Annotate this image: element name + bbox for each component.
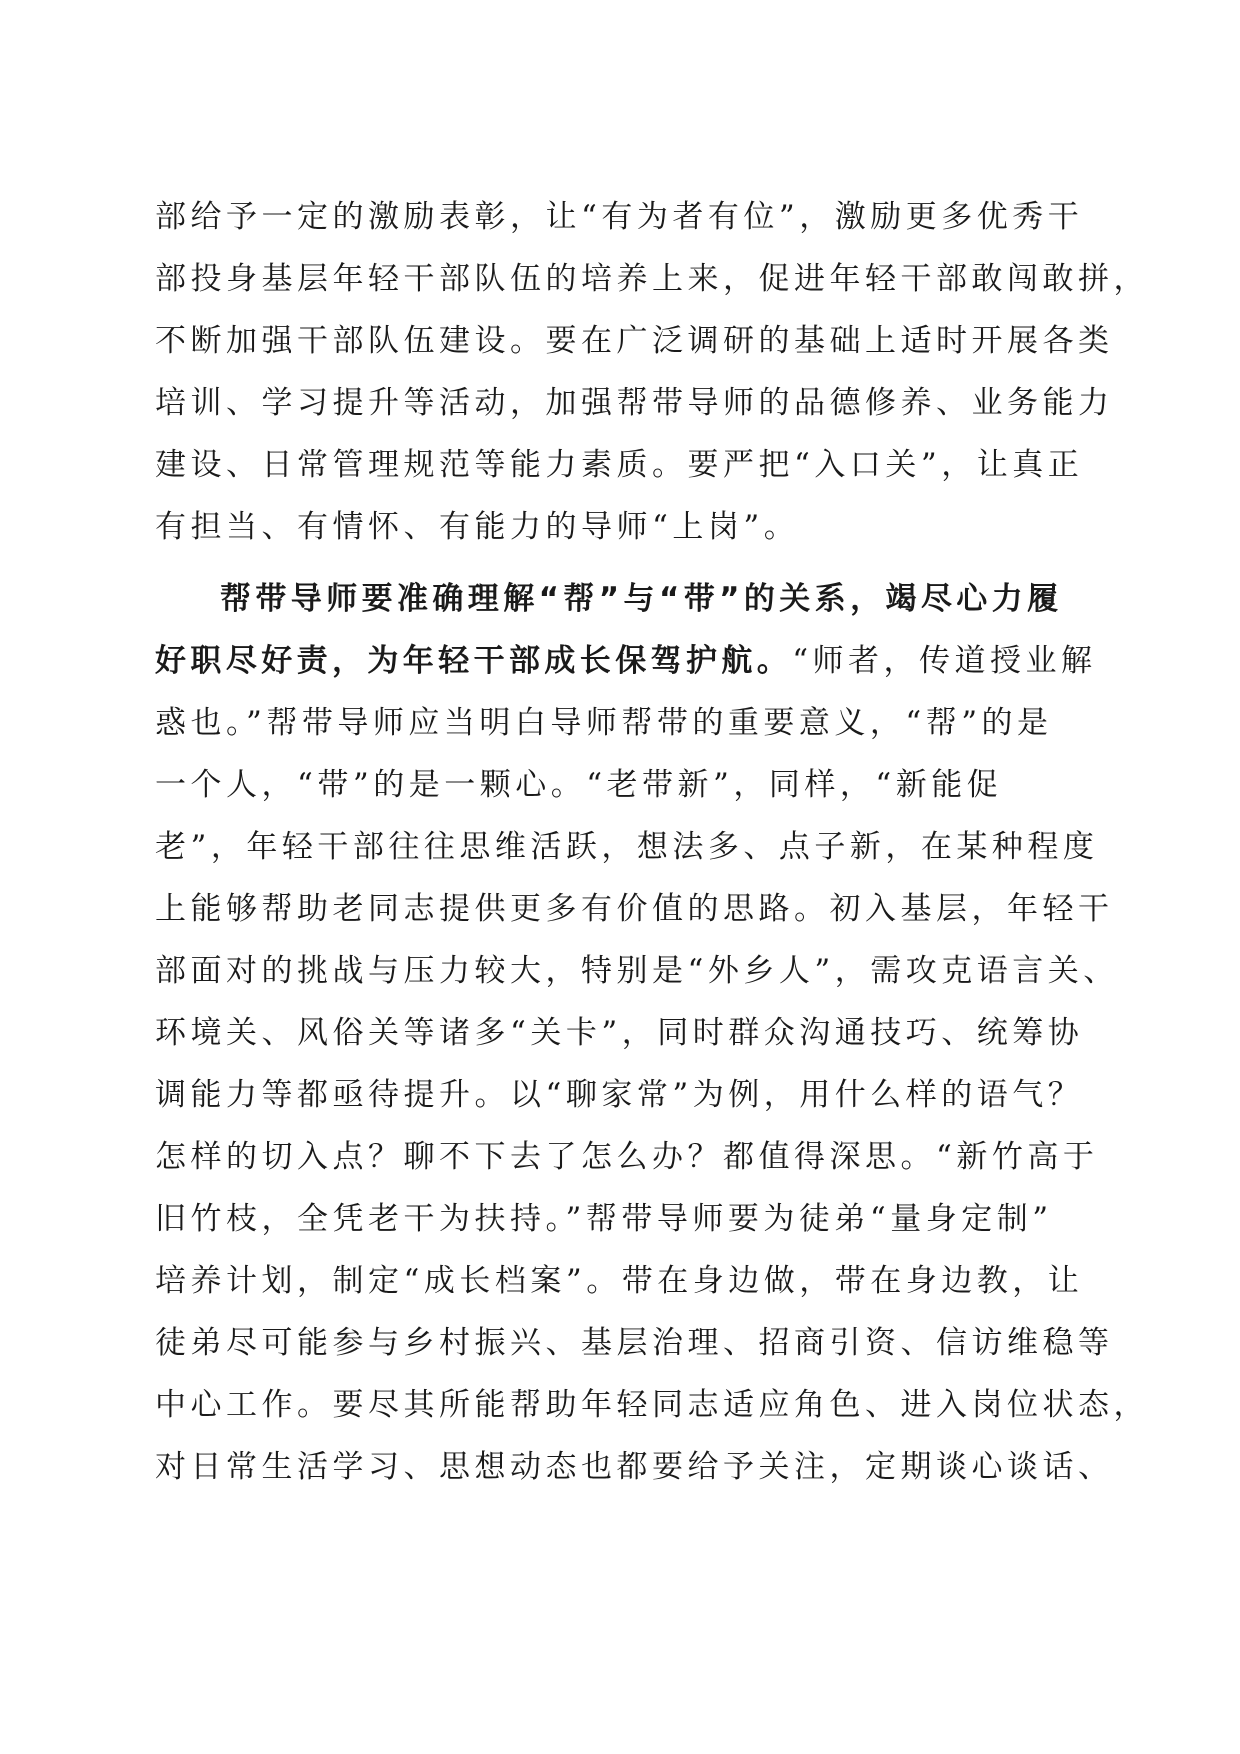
text-line: 徒弟尽可能参与乡村振兴、基层治理、招商引资、信访维稳等 bbox=[155, 1325, 1114, 1361]
text-line: 一个人，“带”的是一颗心。“老带新”，同样，“新能促 bbox=[155, 767, 1003, 803]
text-line: 旧竹枝，全凭老干为扶持。”帮带导师要为徒弟“量身定制” bbox=[155, 1201, 1053, 1237]
bold-heading-segment: 好职尽好责，为年轻干部成长保驾护航。 bbox=[155, 643, 793, 679]
text-line: 中心工作。要尽其所能帮助年轻同志适应角色、进入岗位状态， bbox=[155, 1387, 1149, 1423]
text-line: 怎样的切入点？聊不下去了怎么办？都值得深思。“新竹高于 bbox=[155, 1139, 1099, 1175]
paragraph-2 bbox=[155, 568, 1149, 1498]
text-line: 部面对的挑战与压力较大，特别是“外乡人”，需攻克语言关、 bbox=[155, 953, 1119, 989]
text-line: 部给予一定的激励表彰，让“有为者有位”，激励更多优秀干 bbox=[155, 199, 1084, 235]
text-segment: “师者，传道授业解 bbox=[792, 643, 1097, 679]
paragraph-1 bbox=[155, 186, 1149, 558]
text-line: 上能够帮助老同志提供更多有价值的思路。初入基层，年轻干 bbox=[155, 891, 1114, 927]
mixed-line bbox=[155, 630, 1097, 692]
bold-heading-line: 帮带导师要准确理解“帮”与“带”的关系，竭尽心力履 bbox=[220, 581, 1063, 617]
text-line: 环境关、风俗关等诸多“关卡”，同时群众沟通技巧、统筹协 bbox=[155, 1015, 1084, 1051]
text-line: 部投身基层年轻干部队伍的培养上来，促进年轻干部敢闯敢拼， bbox=[155, 261, 1149, 297]
text-line: 惑也。”帮带导师应当明白导师帮带的重要意义，“帮”的是 bbox=[155, 705, 1053, 741]
text-line: 老”，年轻干部往往思维活跃，想法多、点子新，在某种程度 bbox=[155, 829, 1099, 865]
text-line: 调能力等都亟待提升。以“聊家常”为例，用什么样的语气？ bbox=[155, 1077, 1084, 1113]
text-line: 对日常生活学习、思想动态也都要给予关注，定期谈心谈话、 bbox=[155, 1449, 1114, 1485]
text-line: 培训、学习提升等活动，加强帮带导师的品德修养、业务能力 bbox=[155, 385, 1114, 421]
text-line: 有担当、有情怀、有能力的导师“上岗”。 bbox=[155, 509, 800, 545]
text-line: 不断加强干部队伍建设。要在广泛调研的基础上适时开展各类 bbox=[155, 323, 1114, 359]
text-line: 培养计划，制定“成长档案”。带在身边做，带在身边教，让 bbox=[155, 1263, 1084, 1299]
text-line: 建设、日常管理规范等能力素质。要严把“入口关”，让真正 bbox=[155, 447, 1084, 483]
